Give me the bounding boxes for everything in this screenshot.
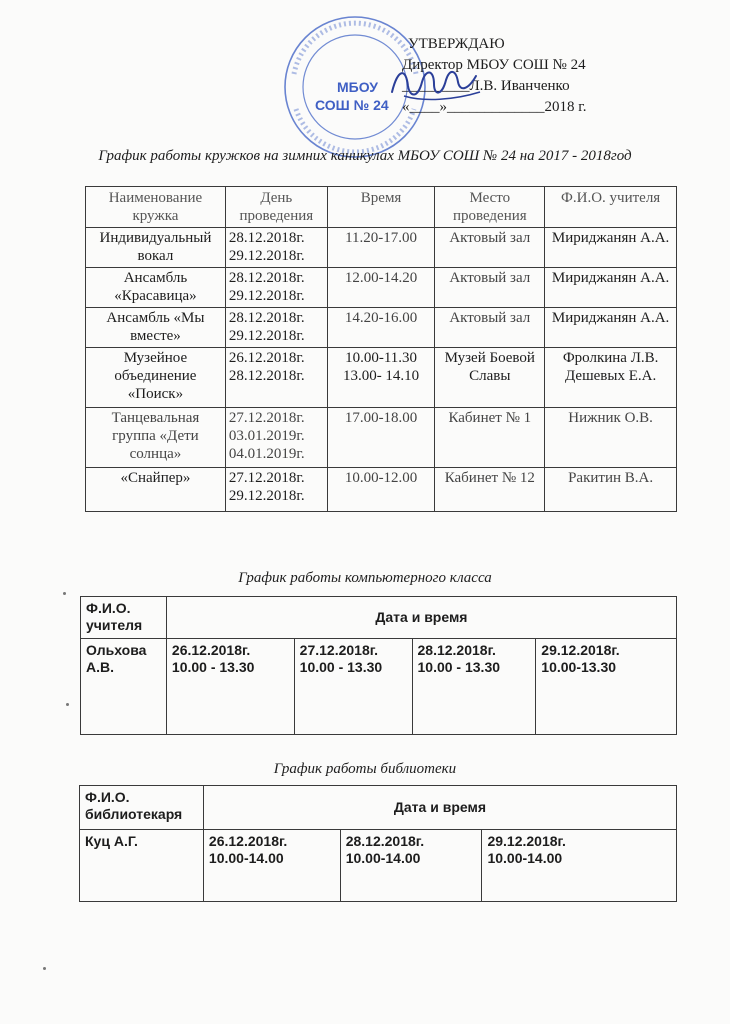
slot-cell	[166, 639, 294, 735]
club-time: 17.00-18.00	[327, 408, 435, 468]
slot-time: 10.00-14.00	[208, 850, 284, 866]
librarian-name: Куц А.Г.	[80, 830, 204, 902]
table-row	[86, 468, 677, 512]
slot-date: 26.12.2018г.	[208, 833, 288, 849]
stamp-text-line1: МБОУ	[337, 79, 378, 95]
header-teacher: Ф.И.О. учителя	[545, 187, 677, 228]
slot-time: 10.00 - 13.30	[299, 659, 383, 675]
club-place: Кабинет № 12	[435, 468, 545, 512]
table-header-row	[86, 187, 677, 228]
club-name: Ансамбль «Красавица»	[86, 268, 226, 308]
club-time: 11.20-17.00	[327, 228, 435, 268]
table-row	[86, 408, 677, 468]
computer-class-title: График работы компьютерного класса	[238, 570, 492, 586]
slot-time: 10.00-13.30	[541, 659, 617, 675]
stamp-text-line2: СОШ № 24	[315, 97, 389, 113]
slot-date: 26.12.2018г.	[171, 642, 251, 658]
slot-cell	[536, 639, 677, 735]
teacher-name: Ольхова А.В.	[81, 639, 167, 735]
header-date-time: Дата и время	[203, 786, 676, 830]
club-place: Актовый зал	[435, 308, 545, 348]
club-name: Танцевальная группа «Дети солнца»	[86, 408, 226, 468]
club-teacher: Мириджанян А.А.	[545, 308, 677, 348]
slot-cell	[482, 830, 677, 902]
club-time: 10.00-12.00	[327, 468, 435, 512]
club-day: 27.12.2018г. 03.01.2019г. 04.01.2019г.	[225, 408, 327, 468]
table-row	[86, 268, 677, 308]
slot-time: 10.00 - 13.30	[171, 659, 255, 675]
club-place: Актовый зал	[435, 268, 545, 308]
slot-date: 29.12.2018г.	[487, 833, 566, 849]
table-row	[81, 639, 677, 735]
club-name: Музейное объединение «Поиск»	[86, 348, 226, 408]
club-teacher: Мириджанян А.А.	[545, 268, 677, 308]
slot-cell	[340, 830, 482, 902]
club-teacher: Нижник О.В.	[545, 408, 677, 468]
slot-date: 28.12.2018г.	[345, 833, 425, 849]
approval-line-approve: УТВЕРЖДАЮ	[408, 36, 505, 52]
slot-time: 10.00 - 13.30	[417, 659, 501, 675]
club-place: Музей Боевой Славы	[435, 348, 545, 408]
slot-time: 10.00-14.00	[345, 850, 421, 866]
slot-cell	[412, 639, 536, 735]
computer-class-table	[80, 596, 677, 735]
header-teacher: Ф.И.О. учителя	[81, 597, 167, 639]
slot-cell	[294, 639, 412, 735]
club-place: Кабинет № 1	[435, 408, 545, 468]
club-time: 10.00-11.30 13.00- 14.10	[327, 348, 435, 408]
signature-icon	[384, 62, 484, 106]
table-row	[86, 228, 677, 268]
club-day: 28.12.2018г. 29.12.2018г.	[225, 268, 327, 308]
scan-speck	[66, 703, 69, 706]
slot-cell	[203, 830, 340, 902]
header-place: Место проведения	[435, 187, 545, 228]
slot-date: 29.12.2018г.	[541, 642, 620, 658]
approval-line-date: «____»_____________2018 г.	[402, 99, 587, 115]
scan-speck	[63, 592, 66, 595]
club-day: 26.12.2018г. 28.12.2018г.	[225, 348, 327, 408]
table-row	[80, 830, 677, 902]
club-place: Актовый зал	[435, 228, 545, 268]
library-title: График работы библиотеки	[273, 761, 457, 777]
club-day: 28.12.2018г. 29.12.2018г.	[225, 228, 327, 268]
club-day: 27.12.2018г. 29.12.2018г.	[225, 468, 327, 512]
header-day: День проведения	[225, 187, 327, 228]
club-time: 12.00-14.20	[327, 268, 435, 308]
header-club-name: Наименование кружка	[86, 187, 226, 228]
table-header-row	[80, 786, 677, 830]
approval-line-signature: _________Л.В. Иванченко	[402, 78, 570, 94]
club-name: Индивидуальный вокал	[86, 228, 226, 268]
header-librarian: Ф.И.О. библиотекаря	[80, 786, 204, 830]
slot-date: 27.12.2018г.	[299, 642, 379, 658]
table-header-row	[81, 597, 677, 639]
table-row	[86, 348, 677, 408]
slot-date: 28.12.2018г.	[417, 642, 496, 658]
header-time: Время	[327, 187, 435, 228]
club-name: Ансамбль «Мы вместе»	[86, 308, 226, 348]
clubs-title: График работы кружков на зимних каникулах МБОУ СОШ № 24 на 2017 - 2018год	[98, 148, 632, 164]
scan-speck	[43, 967, 46, 970]
club-teacher: Мириджанян А.А.	[545, 228, 677, 268]
approval-line-position: Директор МБОУ СОШ № 24	[402, 57, 586, 73]
header-date-time: Дата и время	[166, 597, 676, 639]
clubs-table	[85, 186, 677, 512]
club-teacher: Ракитин В.А.	[545, 468, 677, 512]
club-time: 14.20-16.00	[327, 308, 435, 348]
table-row	[86, 308, 677, 348]
club-day: 28.12.2018г. 29.12.2018г.	[225, 308, 327, 348]
club-name: «Снайпер»	[86, 468, 226, 512]
slot-time: 10.00-14.00	[487, 850, 563, 866]
club-teacher: Фролкина Л.В. Дешевых Е.А.	[545, 348, 677, 408]
library-table	[79, 785, 677, 902]
